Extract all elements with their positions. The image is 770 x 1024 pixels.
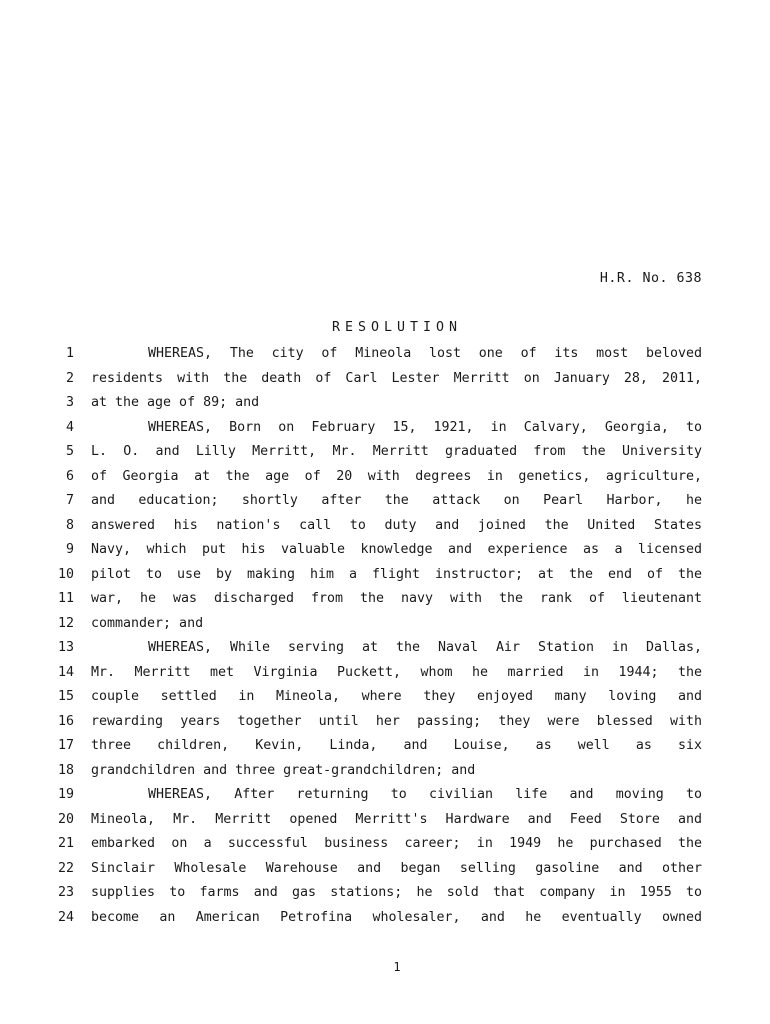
document-line bbox=[0, 857, 770, 882]
line-number: 2 bbox=[65, 370, 74, 386]
line-number: 21 bbox=[57, 836, 74, 851]
line-number: 6 bbox=[65, 468, 74, 484]
line-text: at the age of 89; and bbox=[91, 395, 260, 410]
line-number: 3 bbox=[65, 395, 74, 410]
line-text: supplies to farms and gas stations; he sold that company in 1955 to bbox=[91, 885, 702, 900]
line-number: 7 bbox=[65, 493, 74, 508]
line-text: WHEREAS, Born on February 15, 1921, in Calvary, Georgia, to bbox=[148, 419, 702, 435]
line-text: WHEREAS, After returning to civilian life and moving to bbox=[148, 787, 702, 802]
line-text: become an American Petrofina wholesaler, and he eventually owned bbox=[91, 909, 702, 925]
line-text: residents with the death of Carl Lester Merritt on January 28, 2011, bbox=[91, 370, 702, 386]
line-number: 4 bbox=[65, 419, 74, 435]
line-text: pilot to use by making him a flight instructor; at the end of the bbox=[91, 566, 702, 582]
line-text: Navy, which put his valuable knowledge and experience as a licensed bbox=[91, 542, 702, 557]
line-text: embarked on a successful business career; in 1949 he purchased the bbox=[91, 836, 702, 851]
line-number: 24 bbox=[57, 909, 74, 925]
resolution-heading: RESOLUTION bbox=[331, 320, 463, 335]
document-line bbox=[0, 391, 770, 416]
document-line bbox=[0, 489, 770, 514]
line-text: commander; and bbox=[91, 615, 204, 631]
document-line bbox=[0, 734, 770, 759]
line-number: 22 bbox=[57, 860, 74, 876]
line-text: Mineola, Mr. Merritt opened Merritt's Hardware and Feed Store and bbox=[91, 811, 702, 827]
line-text: Sinclair Wholesale Warehouse and began selling gasoline and other bbox=[91, 860, 702, 876]
numbered-lines bbox=[0, 342, 770, 930]
page-number: 1 bbox=[393, 960, 401, 974]
document-line bbox=[0, 416, 770, 441]
line-number: 10 bbox=[57, 566, 74, 582]
line-text: WHEREAS, The city of Mineola lost one of its most beloved bbox=[148, 346, 702, 361]
line-text: and education; shortly after the attack on Pearl Harbor, he bbox=[91, 493, 702, 508]
line-number: 16 bbox=[57, 713, 74, 729]
document-line bbox=[0, 759, 770, 784]
line-number: 1 bbox=[65, 346, 74, 361]
document-line bbox=[0, 465, 770, 490]
line-number: 8 bbox=[65, 517, 74, 533]
document-line bbox=[0, 881, 770, 906]
document-line bbox=[0, 440, 770, 465]
line-number: 20 bbox=[57, 811, 74, 827]
line-text: war, he was discharged from the navy with the rank of lieutenant bbox=[91, 591, 702, 606]
document-line bbox=[0, 342, 770, 367]
document-line bbox=[0, 514, 770, 539]
line-text: rewarding years together until her passing; they were blessed with bbox=[91, 713, 702, 729]
document-line bbox=[0, 538, 770, 563]
document-line bbox=[0, 710, 770, 735]
document-line bbox=[0, 587, 770, 612]
document-line bbox=[0, 808, 770, 833]
document-line bbox=[0, 906, 770, 931]
line-number: 11 bbox=[57, 591, 74, 606]
document-line bbox=[0, 832, 770, 857]
line-number: 14 bbox=[57, 664, 74, 680]
line-number: 9 bbox=[65, 542, 74, 557]
line-number: 5 bbox=[65, 444, 74, 459]
line-text: answered his nation's call to duty and joined the United States bbox=[91, 517, 702, 533]
document-line bbox=[0, 685, 770, 710]
line-number: 12 bbox=[57, 615, 74, 631]
line-text: Mr. Merritt met Virginia Puckett, whom he married in 1944; the bbox=[91, 664, 702, 680]
line-text: couple settled in Mineola, where they enjoyed many loving and bbox=[91, 689, 702, 704]
document-line bbox=[0, 661, 770, 686]
line-text: three children, Kevin, Linda, and Louise, as well as six bbox=[91, 738, 702, 753]
line-number: 17 bbox=[57, 738, 74, 753]
document-line bbox=[0, 563, 770, 588]
line-text: of Georgia at the age of 20 with degrees in genetics, agriculture, bbox=[91, 468, 702, 484]
line-number: 23 bbox=[57, 885, 74, 900]
bill-number: H.R. No. 638 bbox=[599, 271, 702, 286]
document-line bbox=[0, 612, 770, 637]
line-number: 13 bbox=[57, 640, 74, 655]
line-text: grandchildren and three great-grandchildren; and bbox=[91, 762, 476, 778]
line-number: 19 bbox=[57, 787, 74, 802]
document-line bbox=[0, 783, 770, 808]
line-text: WHEREAS, While serving at the Naval Air Station in Dallas, bbox=[148, 640, 702, 655]
document-line bbox=[0, 367, 770, 392]
document-line bbox=[0, 636, 770, 661]
line-number: 15 bbox=[57, 689, 74, 704]
line-number: 18 bbox=[57, 762, 74, 778]
line-text: L. O. and Lilly Merritt, Mr. Merritt graduated from the University bbox=[91, 444, 702, 459]
